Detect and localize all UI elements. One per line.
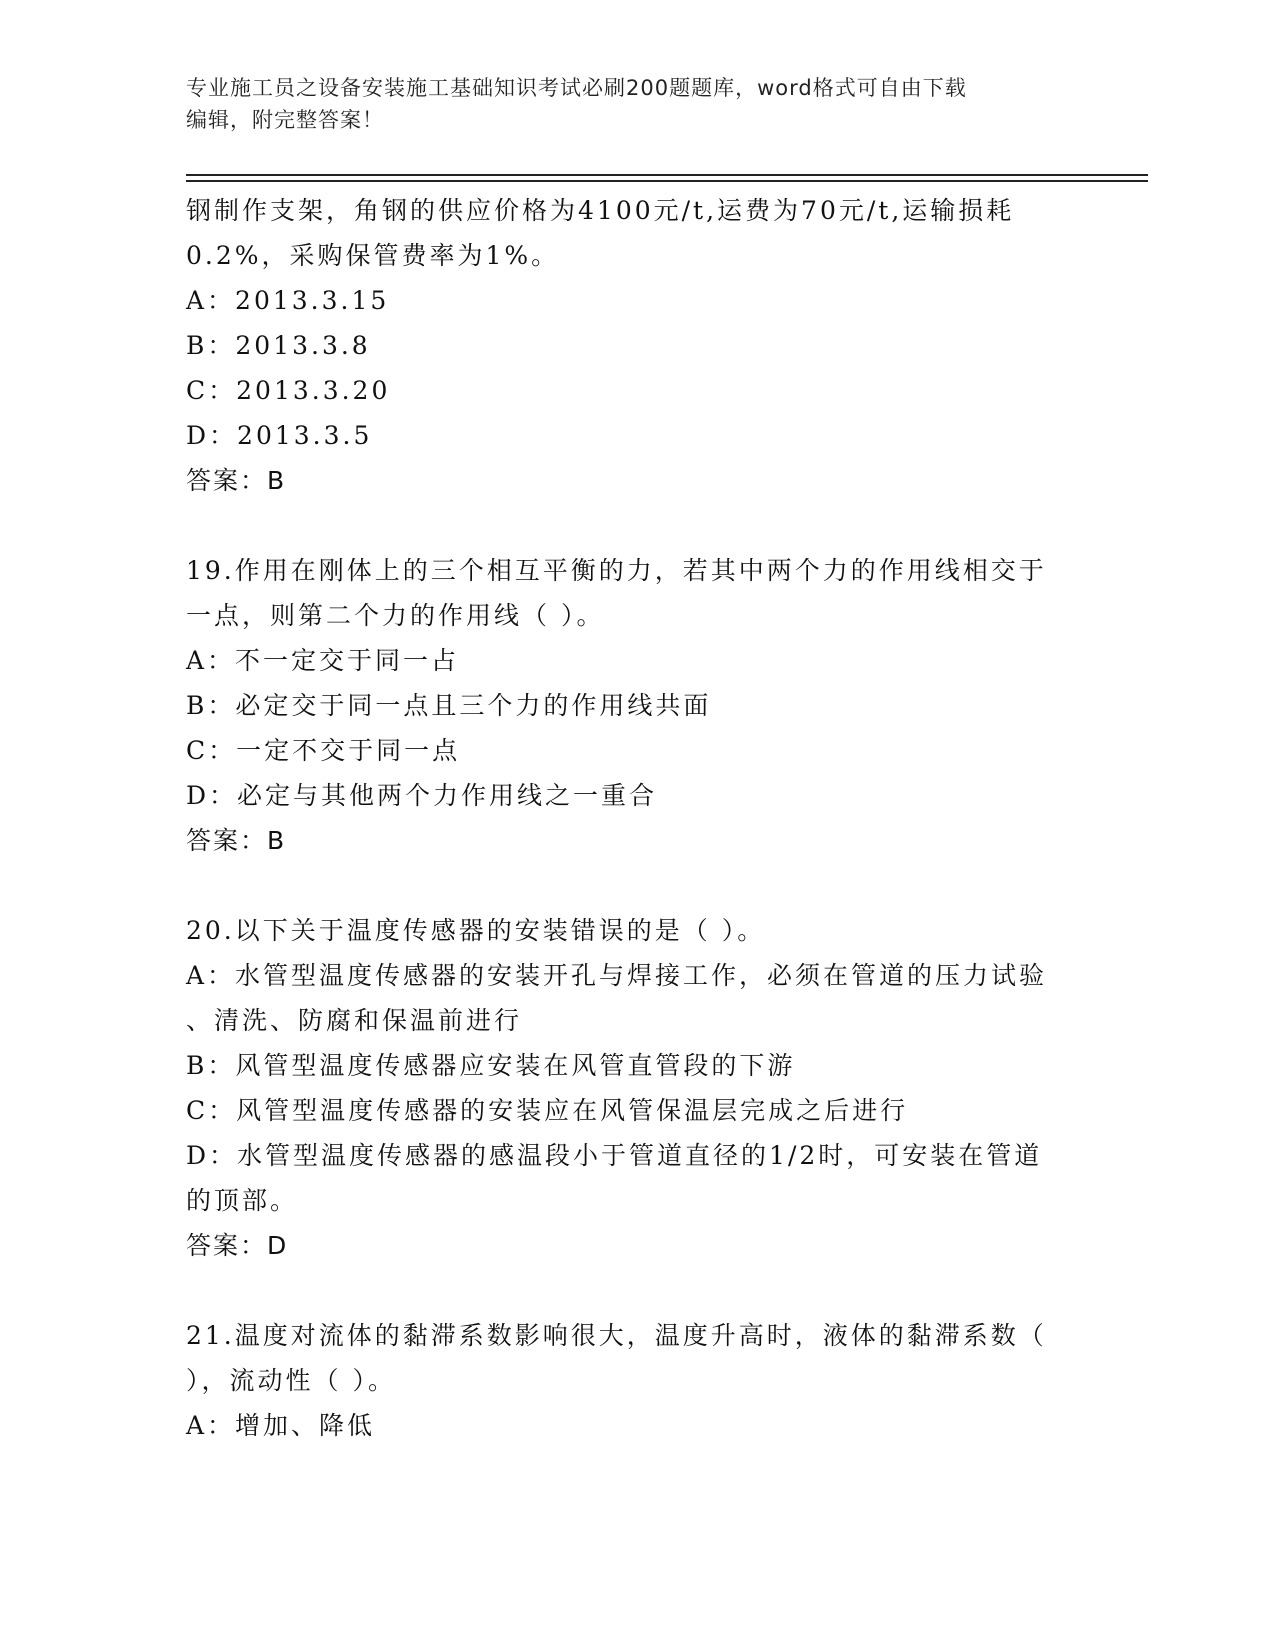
option-d-continued: 的顶部。 bbox=[186, 1186, 299, 1215]
spacer bbox=[186, 1268, 1086, 1313]
option-c: C：2013.3.20 bbox=[186, 376, 391, 405]
header-line-1: 专业施工员之设备安装施工基础知识考试必刷200题题库，word格式可自由下载 bbox=[186, 76, 967, 100]
answer-label: 答案：B bbox=[186, 826, 287, 855]
question-20 bbox=[186, 908, 1086, 1268]
answer-label: 答案：B bbox=[186, 466, 287, 495]
header-line-2: 编辑，附完整答案！ bbox=[186, 108, 384, 132]
question-stem: 20.以下关于温度传感器的安装错误的是（ ）。 bbox=[186, 916, 766, 945]
option-b: B：风管型温度传感器应安装在风管直管段的下游 bbox=[186, 1051, 796, 1080]
option-d: D：必定与其他两个力作用线之一重合 bbox=[186, 781, 658, 810]
option-b: B：必定交于同一点且三个力的作用线共面 bbox=[186, 691, 712, 720]
document-header bbox=[186, 72, 1066, 136]
option-c: C：一定不交于同一点 bbox=[186, 736, 461, 765]
spacer bbox=[186, 863, 1086, 908]
question-stem: 21.温度对流体的黏滞系数影响很大，温度升高时，液体的黏滞系数（ bbox=[186, 1321, 1047, 1350]
option-a-continued: 、清洗、防腐和保温前进行 bbox=[186, 1006, 523, 1035]
option-a: A：水管型温度传感器的安装开孔与焊接工作，必须在管道的压力试验 bbox=[186, 961, 1048, 990]
option-a: A：增加、降低 bbox=[186, 1411, 376, 1440]
question-stem: 0.2%，采购保管费率为1%。 bbox=[186, 241, 560, 270]
question-stem: ），流动性（ ）。 bbox=[186, 1366, 396, 1395]
document-body bbox=[186, 188, 1086, 1448]
question-stem: 钢制作支架，角钢的供应价格为4100元/t,运费为70元/t,运输损耗 bbox=[186, 196, 1015, 225]
option-d: D：水管型温度传感器的感温段小于管道直径的1/2时，可安装在管道 bbox=[186, 1141, 1043, 1170]
option-c: C：风管型温度传感器的安装应在风管保温层完成之后进行 bbox=[186, 1096, 909, 1125]
option-a: A：不一定交于同一占 bbox=[186, 646, 460, 675]
question-stem: 19.作用在刚体上的三个相互平衡的力，若其中两个力的作用线相交于 bbox=[186, 556, 1047, 585]
question-18-continued bbox=[186, 188, 1086, 503]
question-19 bbox=[186, 548, 1086, 863]
question-21 bbox=[186, 1313, 1086, 1448]
question-stem: 一点，则第二个力的作用线（ ）。 bbox=[186, 601, 605, 630]
spacer bbox=[186, 503, 1086, 548]
header-divider-bottom bbox=[186, 180, 1148, 182]
option-d: D：2013.3.5 bbox=[186, 421, 373, 450]
option-a: A：2013.3.15 bbox=[186, 286, 390, 315]
answer-label: 答案：D bbox=[186, 1231, 289, 1260]
header-divider-top bbox=[186, 174, 1148, 176]
option-b: B：2013.3.8 bbox=[186, 331, 371, 360]
